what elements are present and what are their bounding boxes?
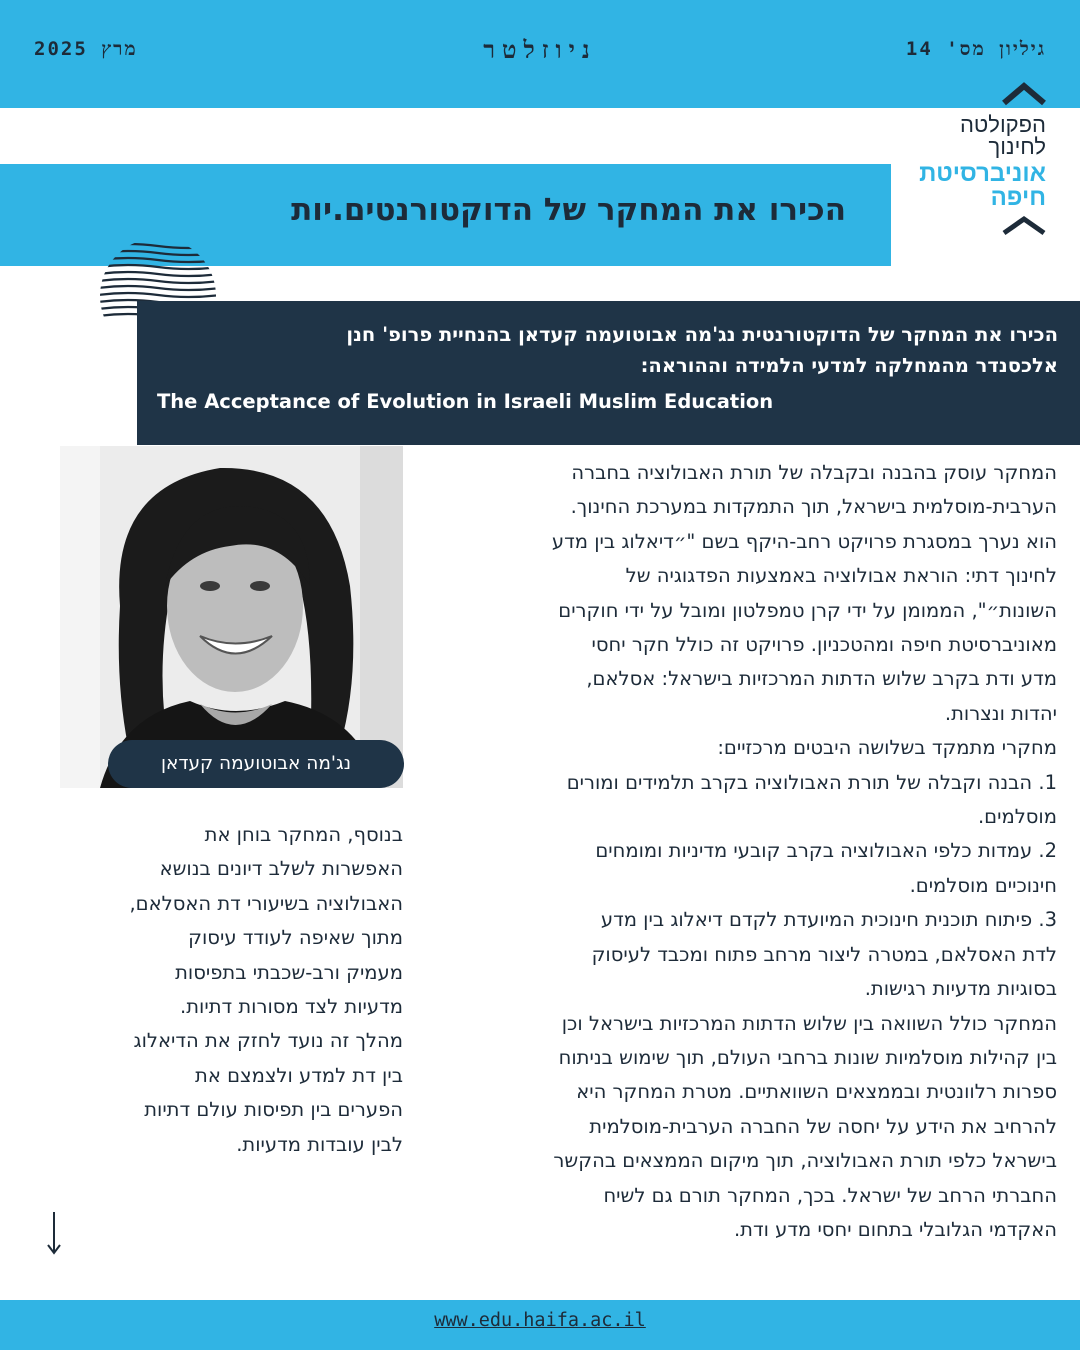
university-logo <box>886 114 1046 210</box>
text-line: 3. פיתוח תוכנית חינוכית המיועדת לקדם דיאלוג בין מדע <box>600 908 1057 932</box>
text-line: השונות״", הממומן על ידי קרן טמפלטון ומובל על ידי חוקרים <box>558 598 1057 622</box>
text-line: מעמיק ורב-שכבתי בתפיסות <box>175 960 403 984</box>
portrait-illustration <box>60 446 403 788</box>
text-line: יהדות ונצרות. <box>944 701 1057 725</box>
text-line: מהלך זה נועד לחזק את הדיאלוג <box>133 1029 403 1053</box>
text-line: בישראל כלפי תורת האבולוציה, תוך מיקום הממצאים בהקשר <box>553 1149 1057 1173</box>
text-line: להרחיב את הידע על יחסה של החברה הערבית-מוסלמית <box>589 1114 1057 1138</box>
text-line: בסוגיות מדעיות רגישות. <box>864 977 1057 1001</box>
text-line: מדע ודת בקרב שלוש הדתות המרכזיות בישראל: אסלאם, <box>586 667 1057 691</box>
text-line: 1. הבנה וקבלה של תורת האבולוציה בקרב תלמידים ומורים <box>566 770 1057 794</box>
research-english-title: The Acceptance of Evolution in Israeli Muslim Education <box>157 390 774 413</box>
text-line: המחקר עוסק בהבנה ובקבלה של תורת האבולוציה בחברה <box>571 461 1057 484</box>
top-banner <box>0 0 1080 108</box>
newsletter-label: ניוזלטר <box>483 36 597 64</box>
text-line: חינוכיים מוסלמים. <box>909 873 1057 897</box>
text-line: האבולוציה בשיעורי דת האסלאם, <box>129 891 403 915</box>
text-line: הערבית-מוסלמית בישראל, תוך התמקדות במערכת החינוך. <box>570 495 1057 519</box>
text-line: לדת האסלאם, במטרה ליצור מרחב פתוח ומכבד לעיסוק <box>591 942 1057 966</box>
text-line: מוסלמים. <box>977 805 1057 829</box>
text-line: האפשרות לשלב דיונים בנושא <box>159 857 403 881</box>
logo-haifa: חיפה <box>990 184 1046 211</box>
text-line: בין קהילות מוסלמיות שונות ברחבי העולם, תוך שימוש בניתוח <box>558 1045 1057 1069</box>
researcher-photo <box>60 446 403 788</box>
arrow-down-icon <box>46 1212 62 1256</box>
intro-box <box>137 301 1080 445</box>
text-line: מדעיות לצד מסורות דתיות. <box>180 995 403 1019</box>
logo-education: לחינוך <box>988 134 1046 159</box>
text-line: מתוך שאיפה לעודד עיסוק <box>188 926 403 950</box>
text-line: המחקר כולל השוואה בין שלוש הדתות המרכזיות בישראל וכן <box>561 1011 1057 1035</box>
text-line: לבין עובדות מדעיות. <box>236 1132 403 1156</box>
text-line: מחקרי מתמקד בשלושה היבטים מרכזיים: <box>717 736 1057 760</box>
chevron-up-icon <box>1001 214 1047 236</box>
text-line: החברתי הרחב של ישראל. בכך, המחקר תורם גם לשיח <box>603 1183 1057 1207</box>
photo-caption: נג'מה אבוטועמה קעדאן <box>108 740 404 788</box>
text-line: בנוסף, המחקר בוחן את <box>204 823 403 846</box>
website-link[interactable]: www.edu.haifa.ac.il <box>434 1310 646 1331</box>
chevron-up-icon <box>1001 78 1047 106</box>
text-line: לחינוך דתי: הוראת אבולוציה באמצעות הפדגוגיה של <box>625 564 1057 588</box>
intro-line-1: הכירו את המחקר של הדוקטורנטית נג'מה אבוטועמה קעדאן בהנחיית פרופ' חנן <box>346 323 1058 346</box>
side-article-text <box>60 818 403 1162</box>
text-line: הפערים בין תפיסות עולם דתיות <box>144 1098 403 1122</box>
text-line: ספרות רלוונטית ובממצאים השוואתיים. מטרת המחקר היא <box>576 1080 1057 1104</box>
intro-line-2: אלכסנדר מהמחלקה למדעי הלמידה וההוראה: <box>640 354 1058 377</box>
logo-university: אוניברסיטת <box>919 160 1046 187</box>
text-line: הוא נערך במסגרת פרויקט רחב-היקף בשם "״דיאלוג בין מדע <box>551 529 1057 553</box>
footer-banner <box>0 1300 1080 1350</box>
main-article-text <box>432 456 1057 1247</box>
issue-date: מרץ 2025 <box>34 38 138 60</box>
text-line: מאוניברסיטת חיפה ומהטכניון. פרויקט זה כולל חקר יחסי <box>591 633 1057 657</box>
logo-faculty: הפקולטה <box>959 112 1046 137</box>
page-title: הכירו את המחקר של הדוקטורנטים.יות <box>291 192 846 228</box>
issue-number: גיליון מס' 14 <box>905 38 1046 60</box>
text-line: האקדמי הגלובלי בתחום יחסי מדע ודת. <box>733 1217 1057 1241</box>
text-line: בין דת למדע ולצמצם את <box>195 1063 403 1087</box>
text-line: 2. עמדות כלפי האבולוציה בקרב קובעי מדיניות ומומחים <box>595 839 1057 863</box>
